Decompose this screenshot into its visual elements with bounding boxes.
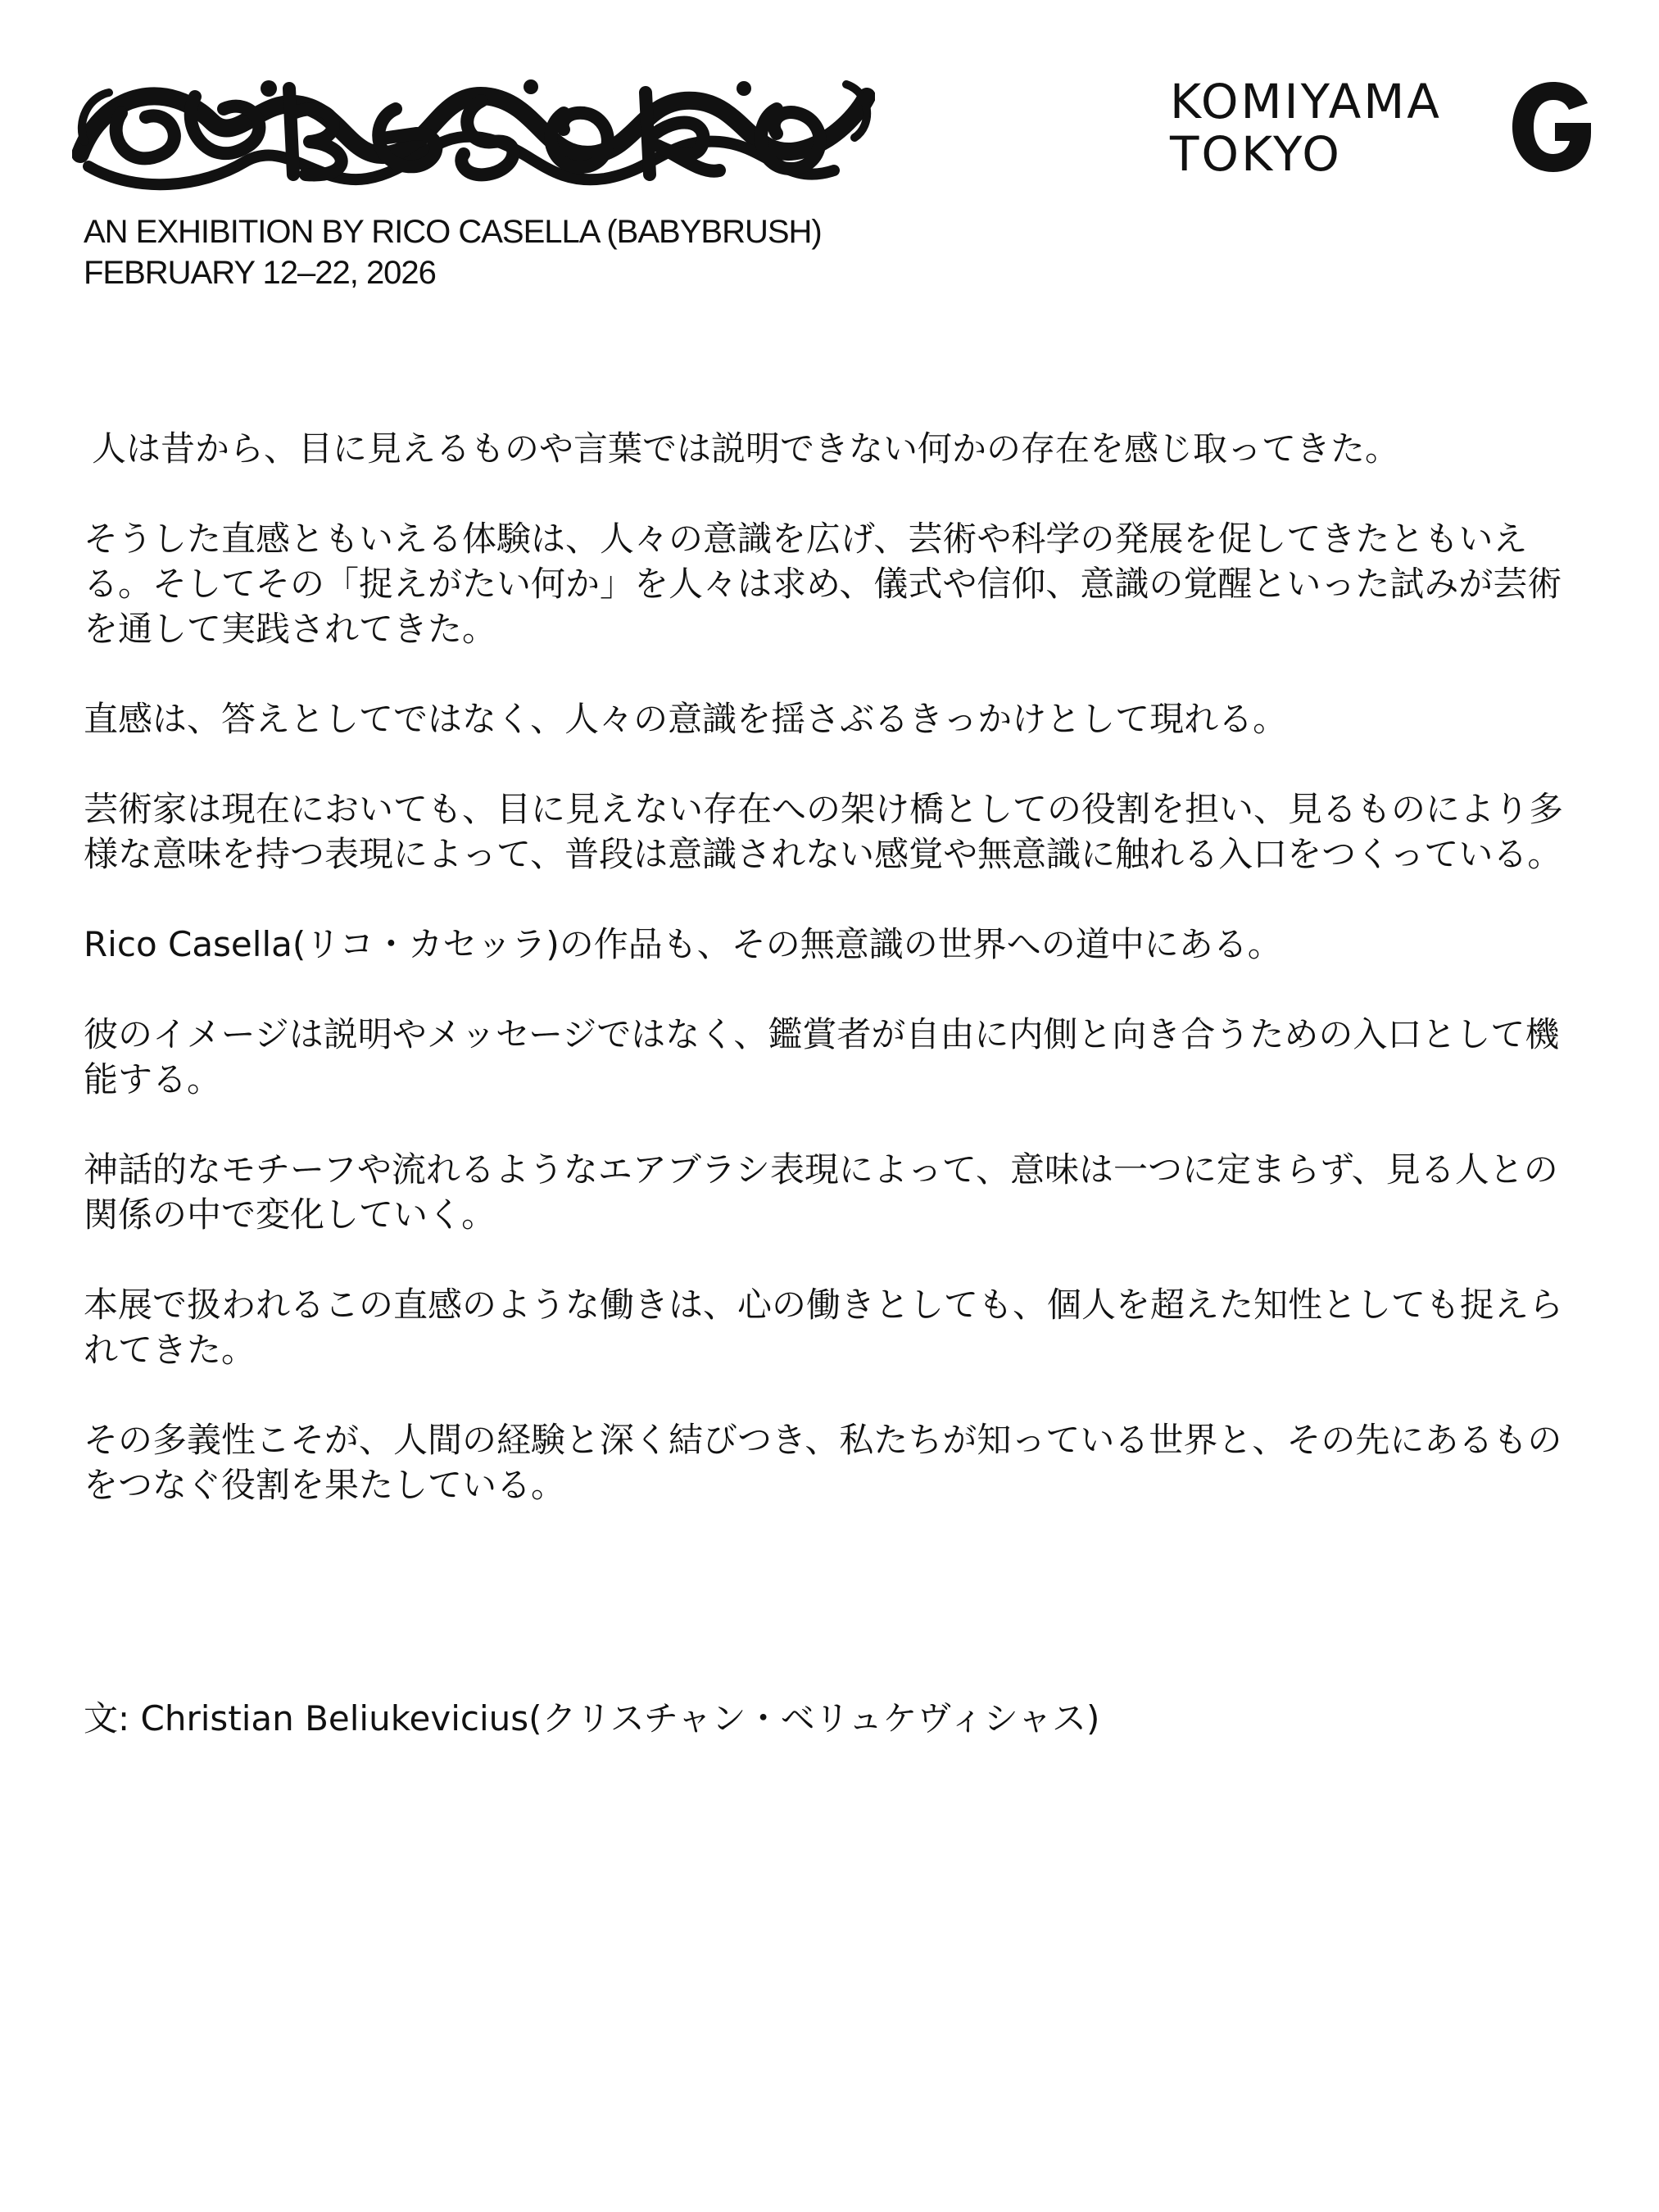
page-header [0,0,1659,328]
paragraph-5: Rico Casella(リコ・カセッラ)の作品も、その無意識の世界への道中にある。 [84,924,1282,964]
paragraph-6: 彼のイメージは説明やメッセージではなく、鑑賞者が自由に内側と向き合うための入口として機能する。 [84,1014,1560,1099]
paragraph-3: 直感は、答えとしてではなく、人々の意識を揺さぶるきっかけとして現れる。 [84,699,1288,739]
paragraph-4: 芸術家は現在においても、目に見えない存在への架け橋としての役割を担い、見るものにより多様な意味を持つ表現によって、普段は意識されない感覚や無意識に触れる入口をつくっている。 [84,789,1564,874]
paragraph-8: 本展で扱われるこの直感のような働きは、心の働きとしても、個人を超えた知性としても捉えられてきた。 [84,1285,1564,1370]
exhibition-line: AN EXHIBITION BY RICO CASELLA (BABYBRUSH) [84,214,822,250]
paragraph-2: そうした直感ともいえる体験は、人々の意識を広げ、芸術や科学の発展を促してきたともいえる。そしてその「捉えがたい何か」を人々は求め、儀式や信仰、意識の覚醒といった試みが芸術を通して実践されてきた。 [84,519,1562,649]
paragraph-9: その多義性こそが、人間の経験と深く結びつき、私たちが知っている世界と、その先にあるものをつなぐ役割を果たしている。 [84,1420,1562,1505]
author-credit: 文: Christian Beliukevicius(クリスチャン・ベリュケヴィシャス) [84,1698,1100,1738]
gallery-name-line1: KOMIYAMA [1170,74,1442,129]
gallery-name-line2: TOKYO [1170,126,1342,182]
paragraph-7: 神話的なモチーフや流れるようなエアブラシ表現によって、意味は一つに定まらず、見る人との関係の中で変化していく。 [84,1149,1558,1235]
statement-body [84,426,1591,1552]
exhibition-dates: FEBRUARY 12–22, 2026 [84,255,436,291]
paragraph-1: 人は昔から、目に見えるものや言葉では説明できない何かの存在を感じ取ってきた。 [92,428,1400,469]
gallery-name [1170,75,1442,180]
exhibition-meta [84,211,822,293]
ornate-logo-icon [72,64,875,203]
gallery-g-logo-icon [1509,79,1594,175]
